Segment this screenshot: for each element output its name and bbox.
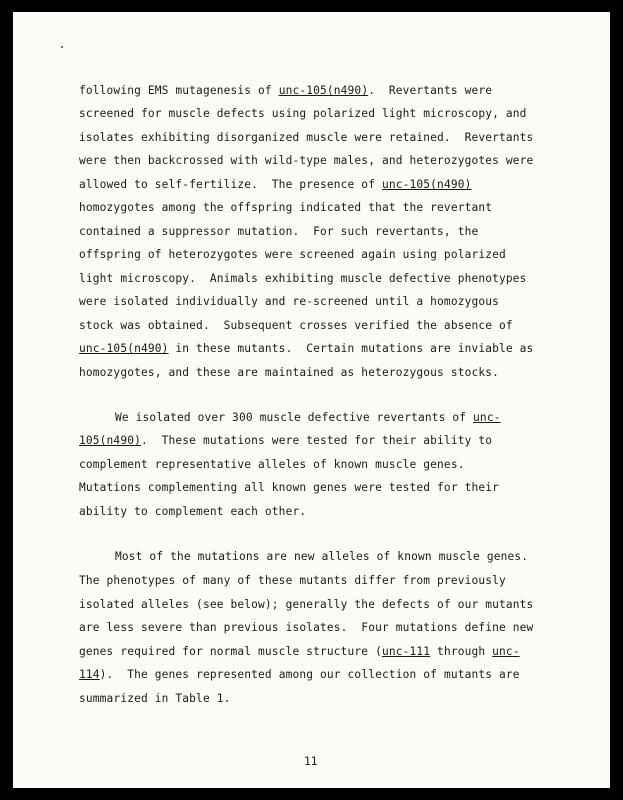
- text-line: allowed to self-fertilize. The presence of unc-105(n490): [79, 178, 472, 191]
- text-line: Mutations complementing all known genes were tested for their: [79, 481, 500, 494]
- text-line: ability to complement each other.: [79, 505, 307, 518]
- text-line: We isolated over 300 muscle defective revertants of unc-: [115, 411, 501, 424]
- text-line: were then backcrossed with wild-type males, and heterozygotes were: [79, 154, 534, 167]
- text-line: The phenotypes of many of these mutants differ from previously: [79, 574, 506, 587]
- text-line: offspring of heterozygotes were screened again using polarized: [79, 248, 506, 261]
- text-line: 114). The genes represented among our collection of mutants are: [79, 668, 520, 681]
- speck-mark: [61, 46, 63, 48]
- text-line: 105(n490). These mutations were tested for their ability to: [79, 434, 493, 447]
- text-line: contained a suppressor mutation. For such revertants, the: [79, 225, 479, 238]
- text-line: Most of the mutations are new alleles of known muscle genes.: [115, 550, 529, 563]
- text-line: homozygotes, and these are maintained as heterozygous stocks.: [79, 366, 500, 379]
- text-line: homozygotes among the offspring indicated that the revertant: [79, 201, 493, 214]
- text-line: are less severe than previous isolates. Four mutations define new: [79, 621, 534, 634]
- page-number: 11: [304, 755, 318, 768]
- text-line: isolates exhibiting disorganized muscle were retained. Revertants: [79, 131, 534, 144]
- text-line: following EMS mutagenesis of unc-105(n490). Revertants were: [79, 84, 493, 97]
- document-page: [13, 12, 610, 788]
- text-line: summarized in Table 1.: [79, 692, 231, 705]
- text-line: unc-105(n490) in these mutants. Certain mutations are inviable as: [79, 342, 534, 355]
- text-line: were isolated individually and re-screened until a homozygous: [79, 295, 500, 308]
- text-line: genes required for normal muscle structure (unc-111 through unc-: [79, 645, 520, 658]
- text-line: complement representative alleles of known muscle genes.: [79, 458, 465, 471]
- text-line: light microscopy. Animals exhibiting muscle defective phenotypes: [79, 272, 527, 285]
- text-line: screened for muscle defects using polarized light microscopy, and: [79, 107, 527, 120]
- text-line: stock was obtained. Subsequent crosses verified the absence of: [79, 319, 513, 332]
- text-line: isolated alleles (see below); generally the defects of our mutants: [79, 598, 534, 611]
